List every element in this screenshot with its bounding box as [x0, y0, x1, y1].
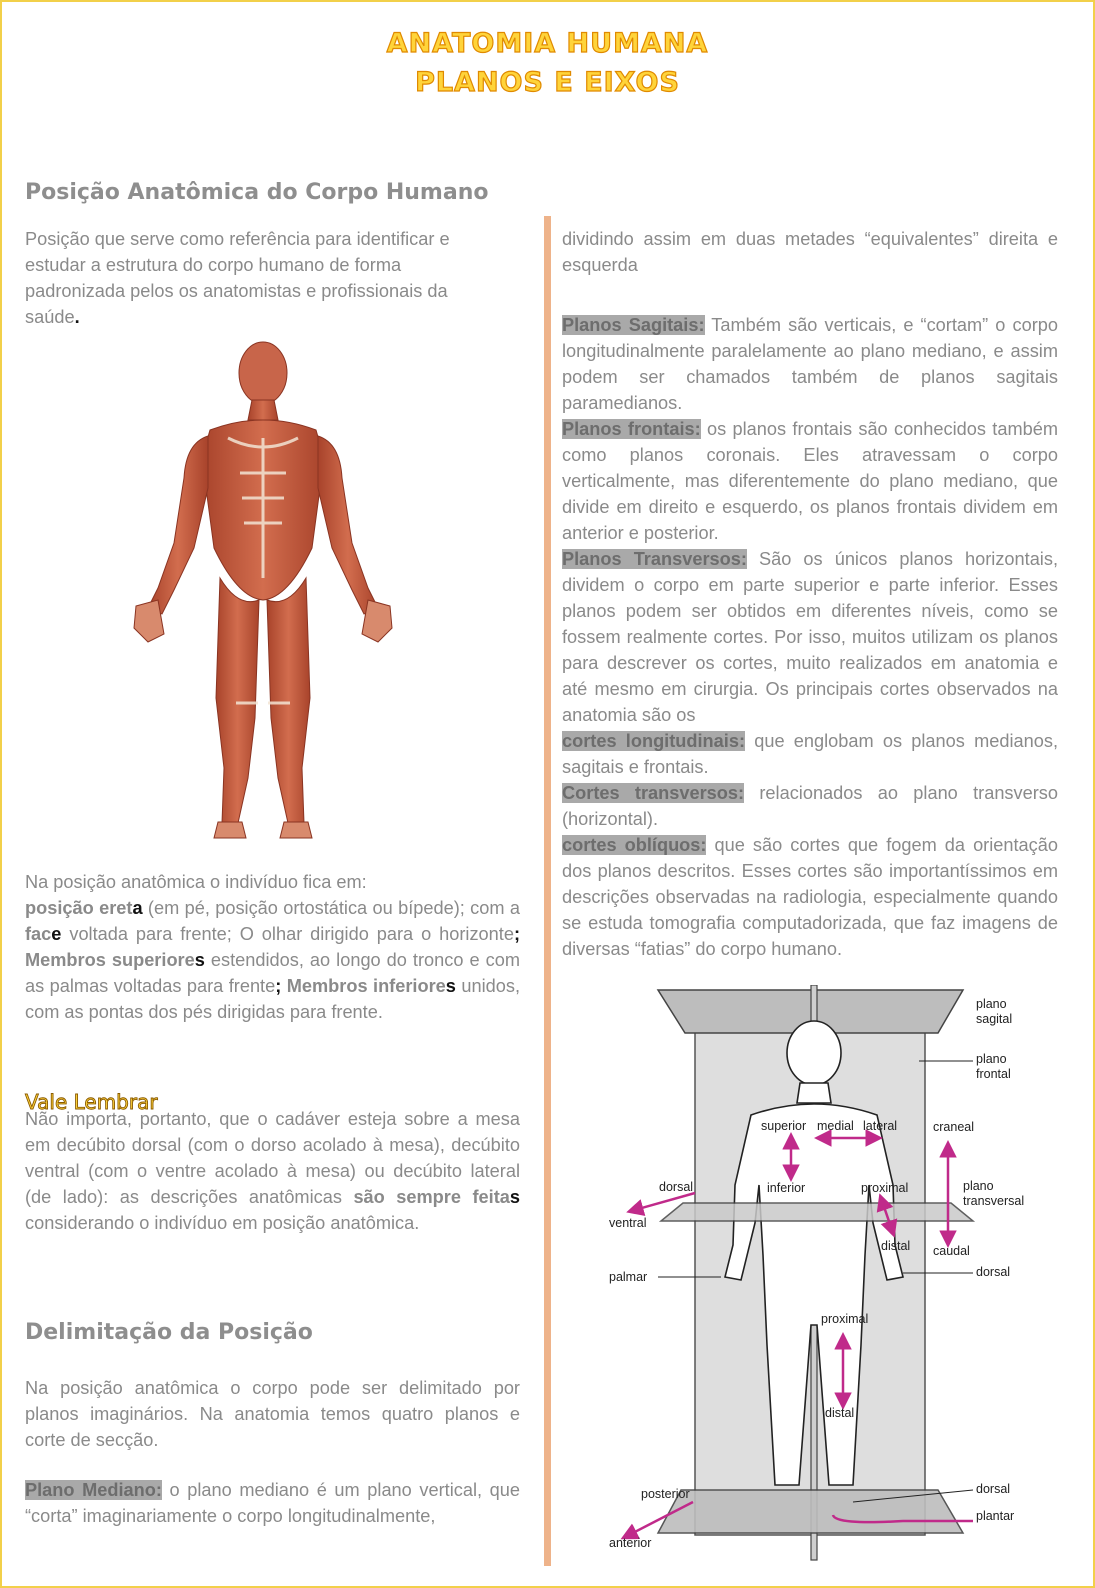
- cortes-transversos-text: relacionados ao plano transverso (horizontal).: [562, 783, 1058, 829]
- separator-1: ;: [513, 924, 520, 944]
- membros-superiores-text: estendidos, ao longo do tronco e com as palmas voltadas para frente: [25, 950, 520, 996]
- label-plano-frontal-2: frontal: [976, 1067, 1011, 1081]
- label-medial: medial: [817, 1119, 854, 1133]
- label-plano-transversal-2: transversal: [963, 1194, 1025, 1208]
- face-letter: e: [51, 924, 62, 944]
- continuation-paragraph: dividindo assim em duas metades “equivalentes” direita e esquerda: [562, 229, 1058, 275]
- title-line-2: PLANOS E EIXOS: [415, 67, 680, 98]
- intro-text: Posição que serve como referência para identificar e estudar a estrutura do corpo humano de forma padronizada pelos os anatomistas e profissionais da saúde: [25, 229, 450, 327]
- label-posterior: posterior: [641, 1487, 690, 1501]
- label-dorsal-hand: dorsal: [976, 1265, 1011, 1279]
- label-inferior: inferior: [767, 1181, 806, 1195]
- planos-transversos-text: São os únicos planos horizontais, dividem o corpo em parte superior e parte inferior. Esses planos podem ser obtidos em diferentes níveis, como se fossem realmente cortes. Por isso, muitos utilizam os planos para descrever os cortes, muito realizados em anatomia e até mesmo em cirurgia. Os principais cortes observados na anatomia são os: [562, 549, 1058, 725]
- posicao-ereta-text: (em pé, posição ortostática ou bípede); com a: [142, 898, 520, 918]
- planos-transversos-label: Planos Transversos:: [562, 549, 747, 569]
- plano-mediano-label: Plano Mediano:: [25, 1480, 162, 1500]
- section-heading-posicao: Posição Anatômica do Corpo Humano: [25, 180, 489, 205]
- section-heading-delimitacao: Delimitação da Posição: [25, 1320, 313, 1345]
- vale-lembrar-heading: Vale Lembrar: [25, 1090, 158, 1114]
- label-plantar: plantar: [976, 1509, 1015, 1523]
- planos-sagitais-text: Também são verticais, e “cortam” o corpo longitudinalmente paralelamente ao plano mediano, e assim podem ser chamados também de planos sagitais paramedianos.: [562, 315, 1058, 413]
- membros-inferiores-text: unidos, com as pontas dos pés dirigidas para frente.: [25, 976, 521, 1022]
- cortes-longitudinais-label: cortes longitudinais:: [562, 731, 746, 751]
- label-plano-transversal-1: plano: [963, 1179, 994, 1193]
- intro-period: .: [74, 307, 80, 327]
- label-dorsal-left: dorsal: [659, 1180, 694, 1194]
- posicao-ereta-label: posição eret: [25, 898, 133, 918]
- planos-sagitais-label: Planos Sagitais:: [562, 315, 705, 335]
- label-lateral: lateral: [863, 1119, 898, 1133]
- plano-mediano-paragraph: [25, 1477, 520, 1529]
- posicao-paragraph: [25, 869, 520, 1025]
- label-craneal: craneal: [933, 1120, 974, 1134]
- anatomical-planes-diagram: [603, 985, 1053, 1565]
- cortes-longitudinais-text: que englobam os planos medianos, sagitais e frontais.: [562, 731, 1058, 777]
- separator-2: ;: [275, 976, 282, 996]
- posicao-ereta-letter: a: [132, 898, 143, 918]
- label-plano-sagital-1: plano: [976, 997, 1007, 1011]
- membros-superiores-label: Membros superiore: [25, 950, 195, 970]
- label-proximal-arm: proximal: [861, 1181, 909, 1195]
- vale-text-a: Não importa, portanto, que o cadáver esteja sobre a mesa em decúbito dorsal (com o dorso acolado à mesa), decúbito ventral (com o ventre acolado à mesa) ou decúbito lateral (de lado): as descrições anatômicas: [25, 1109, 520, 1207]
- label-superior: superior: [761, 1119, 807, 1133]
- column-divider: [544, 216, 551, 1566]
- vale-lembrar-paragraph: [25, 1106, 520, 1236]
- vale-bold: são sempre feita: [353, 1187, 510, 1207]
- muscular-body-illustration: [128, 338, 398, 848]
- label-proximal-leg: proximal: [821, 1312, 869, 1326]
- plano-mediano-text: o plano mediano é um plano vertical, que “corta” imaginariamente o corpo longitudinalmente,: [25, 1480, 520, 1526]
- label-distal-arm: distal: [881, 1239, 911, 1253]
- label-plano-sagital-2: sagital: [976, 1012, 1013, 1026]
- face-text: voltada para frente; O olhar dirigido para o horizonte: [61, 924, 514, 944]
- vale-bold-letter: s: [509, 1187, 521, 1207]
- cortes-obliquos-label: cortes oblíquos:: [562, 835, 707, 855]
- label-palmar: palmar: [609, 1270, 648, 1284]
- label-distal-leg: distal: [825, 1406, 855, 1420]
- membros-inferiores-label: Membros inferiore: [281, 976, 446, 996]
- label-plano-frontal-1: plano: [976, 1052, 1007, 1066]
- label-ventral: ventral: [609, 1216, 647, 1230]
- vale-text-b: considerando o indivíduo em posição anatômica.: [25, 1213, 420, 1233]
- face-label: fac: [25, 924, 52, 944]
- label-anterior: anterior: [609, 1536, 652, 1550]
- membros-inferiores-letter: s: [445, 976, 456, 996]
- posicao-lead: Na posição anatômica o indivíduo fica em:: [25, 872, 367, 892]
- muscle-figure: [134, 342, 392, 838]
- title-line-1: ANATOMIA HUMANA: [386, 28, 709, 59]
- cortes-transversos-label: Cortes transversos:: [562, 783, 745, 803]
- label-dorsal-foot: dorsal: [976, 1482, 1011, 1496]
- delimitacao-paragraph: Na posição anatômica o corpo pode ser delimitado por planos imaginários. Na anatomia temos quatro planos e corte de secção.: [25, 1378, 520, 1450]
- label-caudal: caudal: [933, 1244, 970, 1258]
- planos-frontais-label: Planos frontais:: [562, 419, 701, 439]
- planes-paragraph: [562, 312, 1058, 962]
- planos-frontais-text: os planos frontais são conhecidos também como planos coronais. Eles atravessam o corpo verticalmente, mas diferentemente do plano mediano, que divide em direito e esquerdo, os planos frontais dividem em anterior e posterior.: [562, 419, 1058, 543]
- membros-superiores-letter: s: [194, 950, 205, 970]
- cortes-obliquos-text: que são cortes que fogem da orientação dos planos descritos. Esses cortes são importantíssimos em descrições observadas na radiologia, especialmente quando se estuda tomografia computadorizada, que faz imagens de diversas “fatias” do corpo humano.: [562, 835, 1058, 959]
- intro-paragraph: [25, 226, 495, 330]
- transverse-plane: [661, 1203, 973, 1221]
